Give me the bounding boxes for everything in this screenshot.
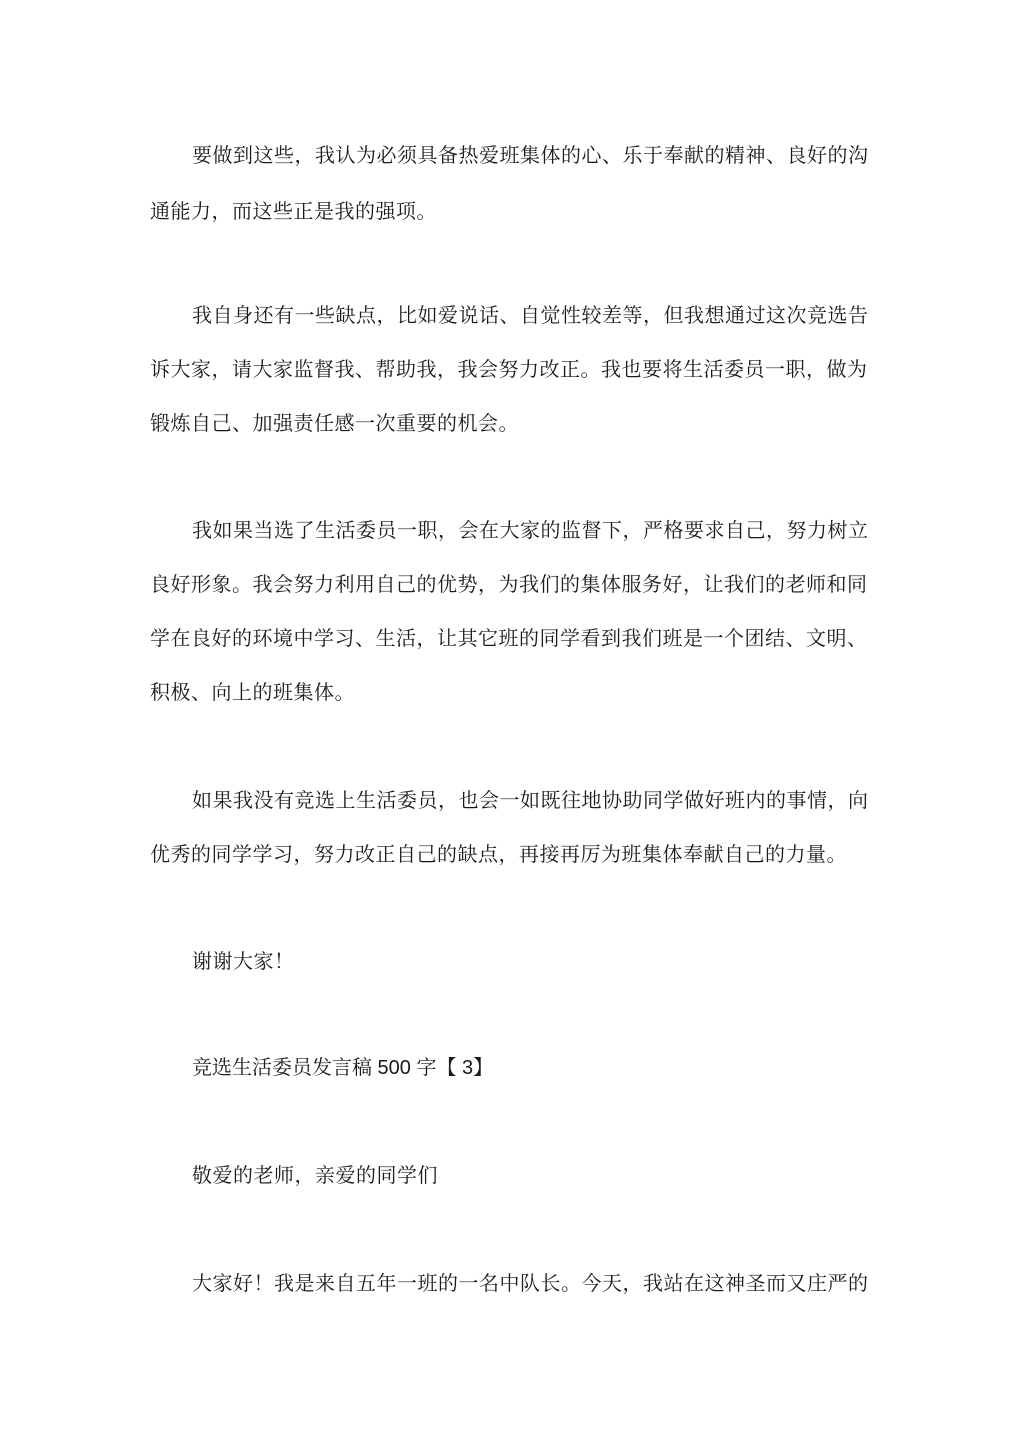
paragraph-3-line-2: 良好形象。我会努力利用自己的优势，为我们的集体服务好，让我们的老师和同	[150, 572, 868, 596]
paragraph-1-line-2: 通能力，而这些正是我的强项。	[150, 199, 437, 223]
paragraph-4-line-1: 如果我没有竞选上生活委员，也会一如既往地协助同学做好班内的事情，向	[192, 788, 869, 812]
section-heading: 竞选生活委员发言稿 500 字【 3】	[192, 1057, 494, 1079]
salutation: 敬爱的老师，亲爱的同学们	[192, 1163, 438, 1187]
paragraph-1-line-1: 要做到这些，我认为必须具备热爱班集体的心、乐于奉献的精神、良好的沟	[192, 143, 869, 167]
paragraph-8-line-1: 大家好！我是来自五年一班的一名中队长。今天，我站在这神圣而又庄严的	[192, 1271, 869, 1295]
paragraph-3-line-4: 积极、向上的班集体。	[150, 680, 355, 704]
paragraph-2-line-3: 锻炼自己、加强责任感一次重要的机会。	[150, 411, 519, 435]
paragraph-4-line-2: 优秀的同学学习，努力改正自己的缺点，再接再厉为班集体奉献自己的力量。	[150, 842, 847, 866]
closing-thanks: 谢谢大家！	[192, 949, 295, 973]
paragraph-2-line-1: 我自身还有一些缺点，比如爱说话、自觉性较差等，但我想通过这次竞选告	[192, 303, 869, 327]
paragraph-2-line-2: 诉大家，请大家监督我、帮助我，我会努力改正。我也要将生活委员一职，做为	[150, 357, 868, 381]
paragraph-3-line-3: 学在良好的环境中学习、生活，让其它班的同学看到我们班是一个团结、文明、	[150, 626, 868, 650]
paragraph-3-line-1: 我如果当选了生活委员一职，会在大家的监督下，严格要求自己，努力树立	[192, 518, 869, 542]
